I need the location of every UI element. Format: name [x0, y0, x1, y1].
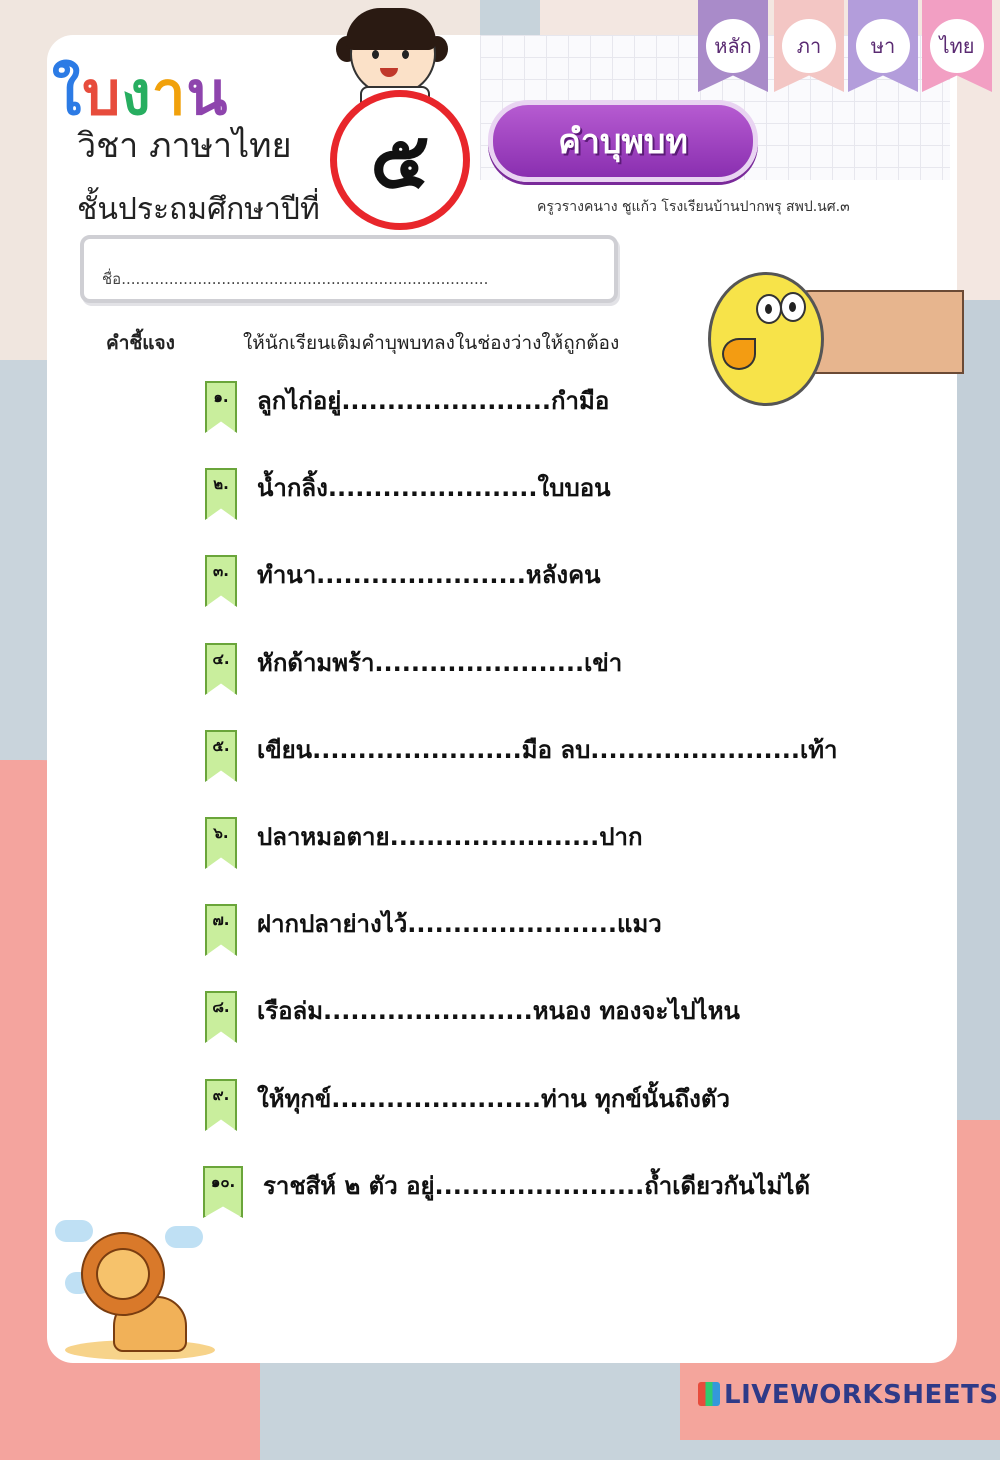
- question-text: เขียน.......................มือ ลบ.......................เท้า: [257, 735, 838, 764]
- question-number-tag: [205, 643, 237, 695]
- question-number-tag: [203, 1166, 243, 1218]
- question-text: ราชสีห์ ๒ ตัว อยู่.......................ถ้ำเดียวกันไม่ได้: [263, 1171, 811, 1200]
- question-number: ๑๐.: [210, 1173, 236, 1191]
- question-text: เรือล่ม.......................หนอง ทองจะไปไหน: [257, 996, 740, 1025]
- question-number: ๗.: [212, 911, 230, 929]
- subject-label: วิชา ภาษาไทย: [77, 126, 292, 166]
- brand-text: LIVEWORKSHEETS: [724, 1380, 999, 1410]
- grade-label: ชั้นประถมศึกษาปีที่: [77, 192, 320, 227]
- chick-illustration: [708, 272, 828, 402]
- question-item: [205, 988, 740, 1032]
- bunting-label: หลัก: [706, 19, 760, 73]
- bunting-flag: [698, 0, 768, 92]
- question-number: ๕.: [212, 737, 230, 755]
- title-letter: า: [151, 59, 187, 129]
- question-number-tag: [205, 817, 237, 869]
- question-number: ๖.: [213, 824, 229, 842]
- title-letter: น: [186, 59, 229, 129]
- title-letter: ใ: [52, 59, 83, 129]
- title-letter: ง: [121, 59, 152, 129]
- question-number-tag: [205, 381, 237, 433]
- question-item: [205, 640, 622, 684]
- question-item: [205, 727, 838, 771]
- name-field-label: ชื่อ.............................................................................: [102, 270, 489, 288]
- question-number: ๘.: [212, 998, 230, 1016]
- instructions-text: ให้นักเรียนเติมคำบุพบทลงในช่องว่างให้ถูกต้อง: [243, 332, 620, 354]
- bunting-flag: [922, 0, 992, 92]
- question-item: [203, 1163, 810, 1207]
- question-text: ให้ทุกข์.......................ท่าน ทุกข์นั้นถึงตัว: [257, 1084, 730, 1113]
- kid-illustration: [346, 8, 436, 50]
- bunting-label: ภา: [782, 19, 836, 73]
- question-number: ๓.: [213, 562, 229, 580]
- grade-number-badge: ๕: [330, 90, 470, 230]
- question-item: [205, 901, 662, 945]
- bunting-flag: [774, 0, 844, 92]
- topic-badge: คำบุพบท: [488, 100, 758, 182]
- question-item: [205, 814, 643, 858]
- question-item: [205, 378, 609, 422]
- question-text: หักด้ามพร้า.......................เข่า: [257, 648, 623, 677]
- name-field[interactable]: [80, 235, 618, 303]
- bunting-label: ษา: [856, 19, 910, 73]
- liveworksheets-icon: [698, 1382, 720, 1406]
- teacher-credit: ครูวรางคนาง ชูแก้ว โรงเรียนบ้านปากพรุ สพป.นศ.๓: [537, 199, 850, 215]
- question-text: ทำนา.......................หลังคน: [257, 560, 601, 589]
- question-text: ฝากปลาย่างไว้.......................แมว: [257, 909, 662, 938]
- bunting-flag: [848, 0, 918, 92]
- question-number-tag: [205, 991, 237, 1043]
- liveworksheets-logo[interactable]: [698, 1380, 999, 1410]
- question-number: ๑.: [213, 388, 229, 406]
- question-text: ปลาหมอตาย.......................ปาก: [257, 822, 643, 851]
- question-number-tag: [205, 468, 237, 520]
- question-number: ๙.: [212, 1086, 230, 1104]
- question-item: [205, 1076, 730, 1120]
- question-number-tag: [205, 555, 237, 607]
- question-number-tag: [205, 1079, 237, 1131]
- question-number: ๔.: [212, 650, 230, 668]
- question-item: [205, 552, 601, 596]
- question-text: ลูกไก่อยู่.......................กำมือ: [257, 386, 610, 415]
- question-number: ๒.: [213, 475, 229, 493]
- kid-illustration: [372, 50, 379, 59]
- question-text: น้ำกลิ้ง.......................ใบบอน: [257, 473, 611, 502]
- question-number-tag: [205, 904, 237, 956]
- question-item: [205, 465, 611, 509]
- question-number-tag: [205, 730, 237, 782]
- bunting-label: ไทย: [930, 19, 984, 73]
- kid-illustration: [402, 50, 409, 59]
- instructions-label: คำชี้แจง: [106, 332, 175, 354]
- title-letter: บ: [82, 59, 122, 129]
- lion-illustration: [55, 1220, 225, 1360]
